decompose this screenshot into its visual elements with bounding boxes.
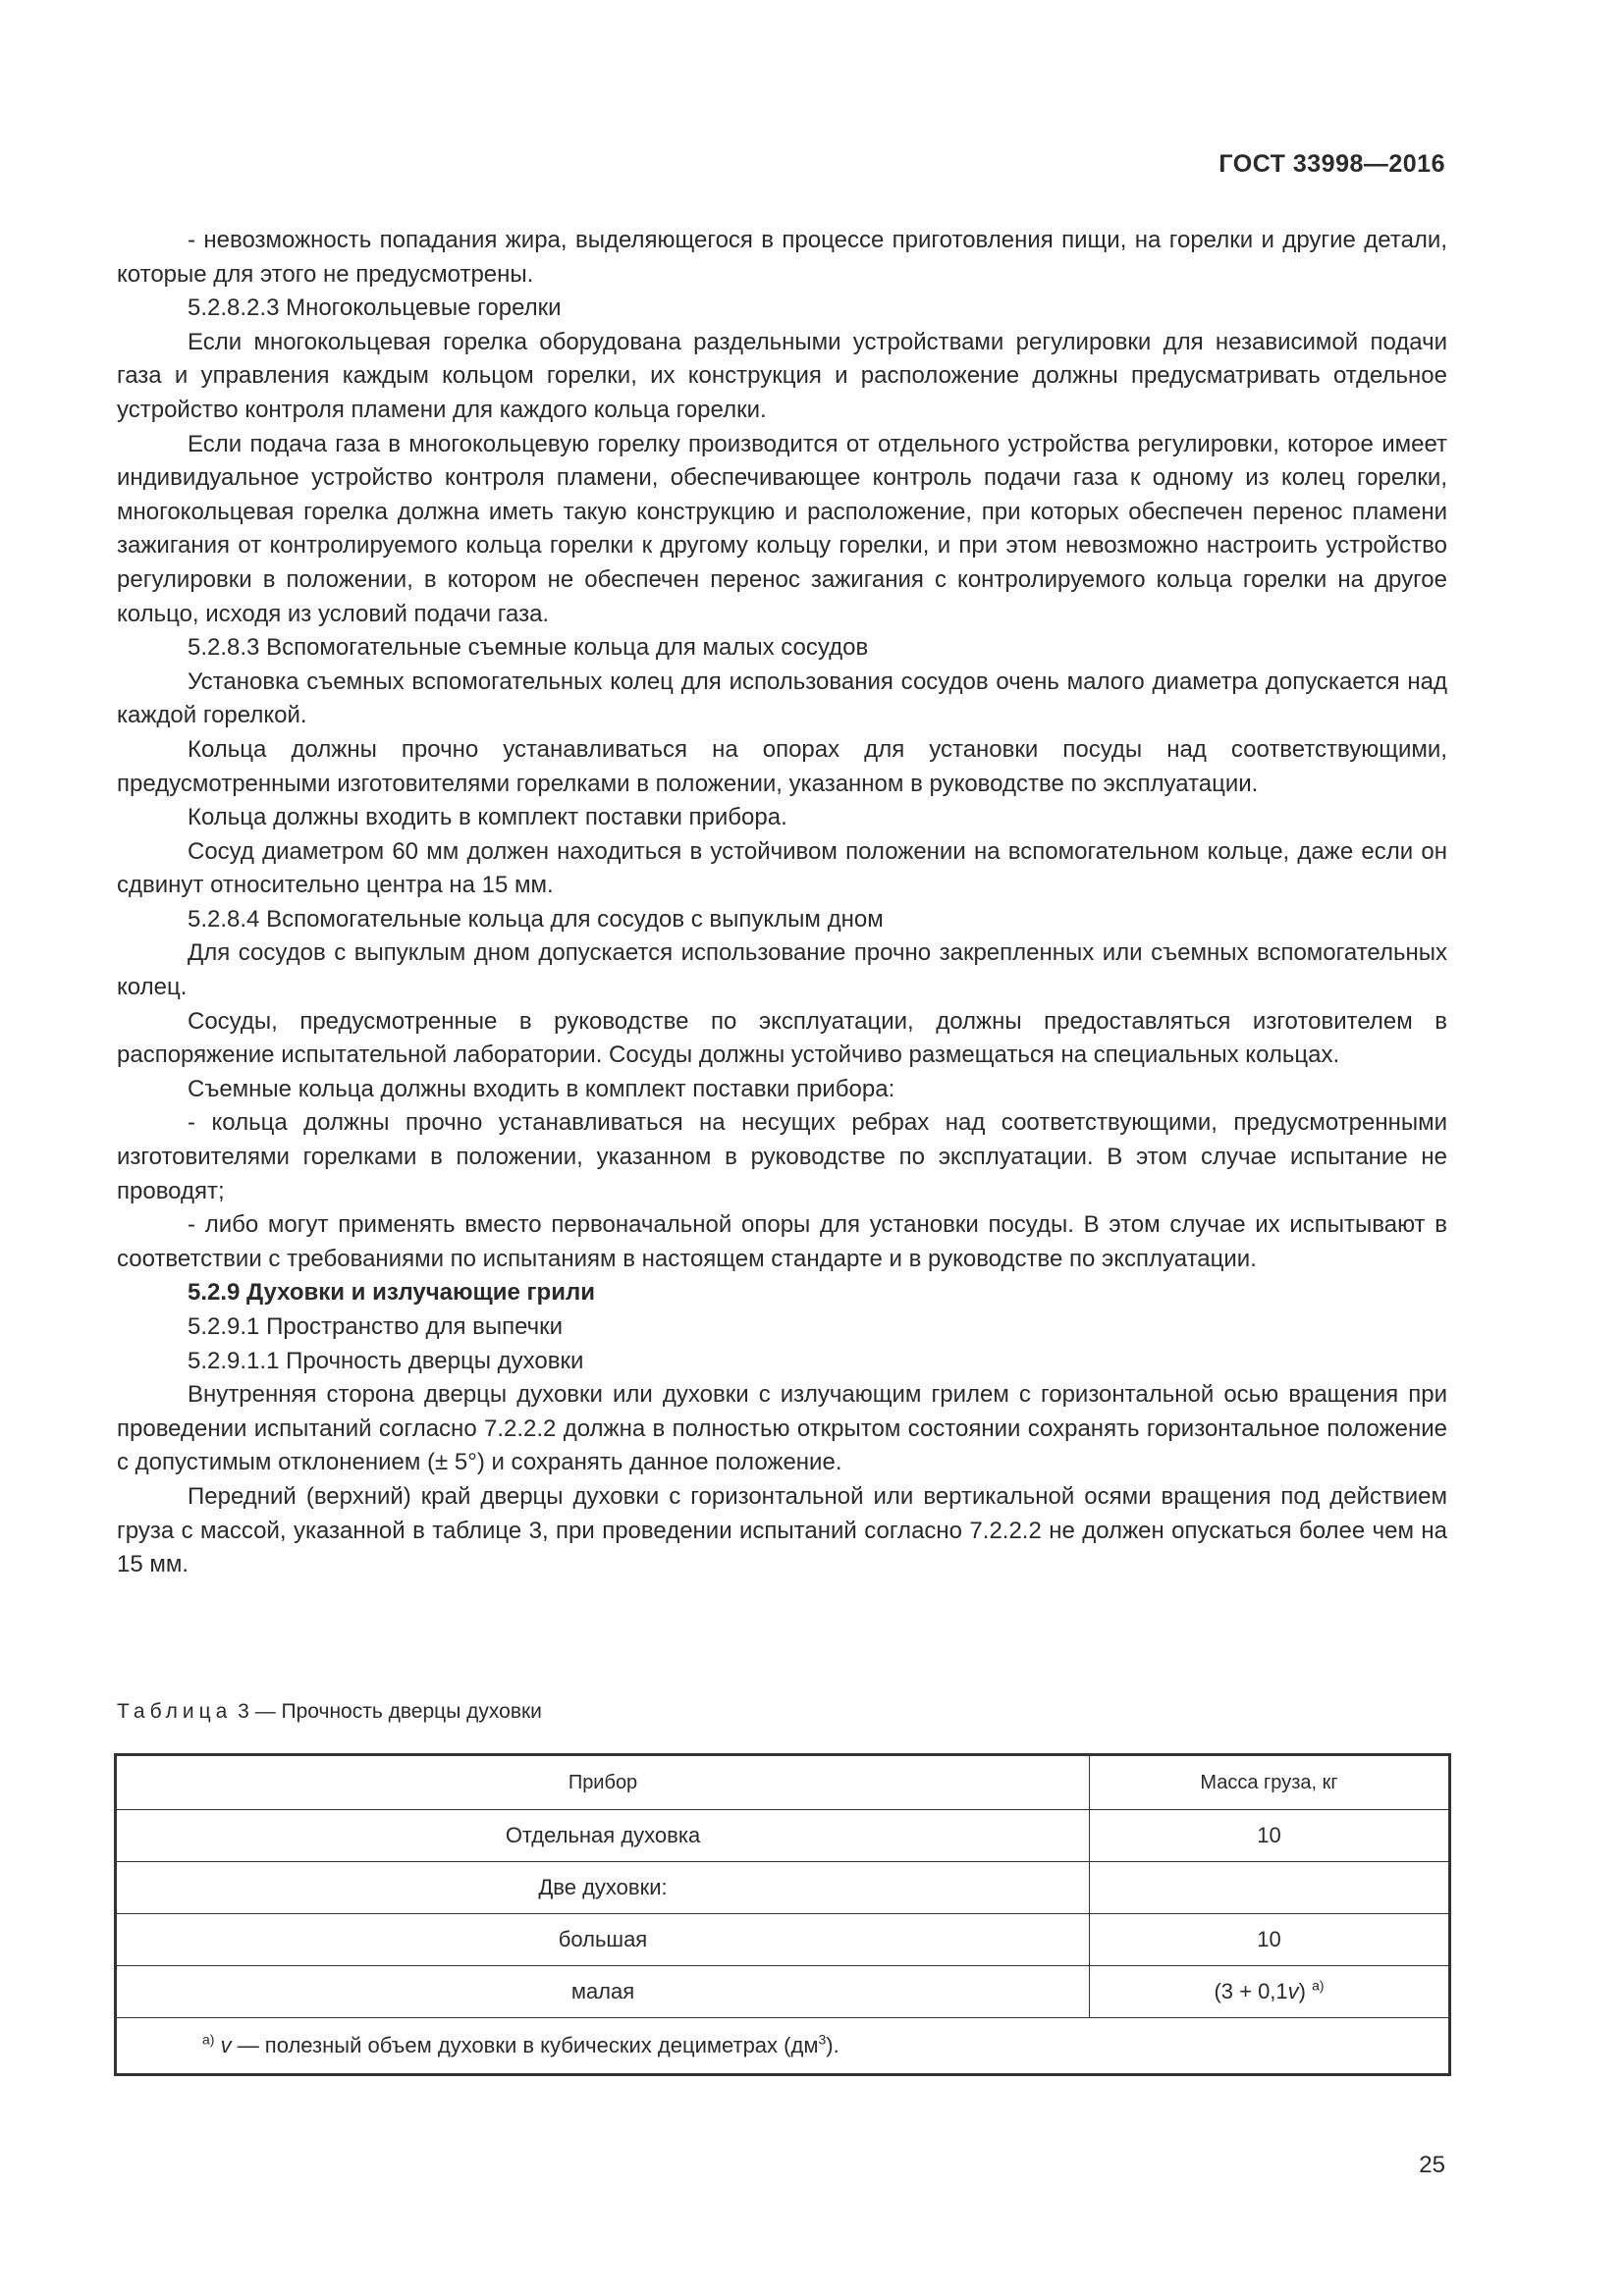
table-footnote-row — [117, 2018, 1449, 2074]
body-paragraph: Если подача газа в многокольцевую горелку производится от отдельного устройства регулировки, которое имеет индивидуальное устройство контроля пламени, обеспечивающее контроль подачи газа к одному из колец горелки, многокольцевая горелка должна иметь такую конструкцию и расположение, при которых обеспечен перенос пламени зажигания от контролируемого кольца горелки к другому кольцу горелки, и при этом невозможно настроить устройство регулировки в положении, в котором не обеспечен перенос зажигания с контролируемого кольца горелки на другое кольцо, исходя из условий подачи газа. — [117, 430, 1447, 627]
footnote-end: ). — [826, 2033, 839, 2057]
body-paragraph: Сосуды, предусмотренные в руководстве по эксплуатации, должны предоставляться изготовителем в распоряжение испытательной лаборатории. Сосуды должны устойчиво размещаться на специальных кольцах. — [117, 1007, 1447, 1069]
body-paragraph: 5.2.8.3 Вспомогательные съемные кольца для малых сосудов — [188, 634, 869, 662]
cell-device: Отдельная духовка — [117, 1810, 1090, 1862]
body-paragraph: 5.2.9 Духовки и излучающие грили — [188, 1279, 595, 1307]
mass-formula-variable: v — [1287, 1979, 1299, 2003]
body-paragraph: - либо могут применять вместо первоначальной опоры для установки посуды. В этом случае их испытывают в соответствии с требованиями по испытаниям в настоящем стандарте и в руководстве по эксплуатации. — [117, 1211, 1447, 1272]
cell-mass: 10 — [1090, 1810, 1449, 1862]
mass-formula: (3 + 0,1 — [1214, 1979, 1288, 2003]
header-device: Прибор — [117, 1756, 1090, 1810]
page-number: 25 — [1419, 2152, 1445, 2178]
cell-device: Две духовки: — [117, 1862, 1090, 1914]
body-paragraph: - кольца должны прочно устанавливаться на несущих ребрах над соответствующими, предусмотренными изготовителями горелками в положении, указанном в руководстве по эксплуатации. В этом случае испытание не проводят; — [117, 1109, 1447, 1204]
table-footnote — [117, 2018, 1449, 2074]
door-strength-table — [116, 1755, 1449, 2074]
body-paragraph: Если многокольцевая горелка оборудована раздельными устройствами регулировки для независимой подачи газа и управления каждым кольцом горелки, их конструкция и расположение должны предусматривать отдельное устройство контроля пламени для каждого кольца горелки. — [117, 328, 1447, 423]
body-paragraph: - невозможность попадания жира, выделяющегося в процессе приготовления пищи, на горелки и другие детали, которые для этого не предусмотрены. — [117, 227, 1447, 288]
table-caption — [117, 1700, 542, 1724]
body-paragraph: Сосуд диаметром 60 мм должен находиться в устойчивом положении на вспомогательном кольце, даже если он сдвинут относительно центра на 15 мм. — [117, 837, 1447, 899]
table-caption-title: 3 — Прочность дверцы духовки — [232, 1700, 542, 1723]
body-paragraph: Кольца должны входить в комплект поставки прибора. — [188, 804, 787, 831]
cell-mass — [1090, 1862, 1449, 1914]
table-header-row — [117, 1756, 1449, 1810]
body-paragraph: 5.2.8.2.3 Многокольцевые горелки — [188, 294, 562, 322]
footnote-ref: а) — [1312, 1977, 1325, 1994]
table-row — [117, 1810, 1449, 1862]
body-paragraph: 5.2.9.1.1 Прочность дверцы духовки — [188, 1347, 584, 1374]
body-text — [117, 224, 1447, 1582]
body-paragraph: 5.2.9.1 Пространство для выпечки — [188, 1313, 564, 1340]
body-paragraph: Для сосудов с выпуклым дном допускается использование прочно закрепленных или съемных вспомогательных колец. — [117, 939, 1447, 1001]
footnote-exponent: 3 — [818, 2031, 827, 2048]
mass-formula-close: ) — [1298, 1979, 1306, 2003]
cell-device: малая — [117, 1966, 1090, 2018]
body-paragraph: Передний (верхний) край дверцы духовки с горизонтальной или вертикальной осями вращения под действием груза с массой, указанной в таблице 3, при проведении испытаний согласно 7.2.2.2 не должен опускаться более чем на 15 мм. — [117, 1482, 1447, 1578]
body-paragraph: Установка съемных вспомогательных колец для использования сосудов очень малого диаметра допускается над каждой горелкой. — [117, 667, 1447, 729]
footnote-variable: v — [220, 2033, 232, 2057]
header-mass: Масса груза, кг — [1090, 1756, 1449, 1810]
footnote-text: — полезный объем духовки в кубических дециметрах (дм — [231, 2033, 819, 2057]
body-paragraph: Внутренняя сторона дверцы духовки или духовки с излучающим грилем с горизонтальной осью вращения при проведении испытаний согласно 7.2.2.2 должна в полностью открытом состоянии сохранять горизонтальное положение с допустимым отклонением (± 5°) и сохранять данное положение. — [117, 1381, 1447, 1476]
body-paragraph: Съемные кольца должны входить в комплект поставки прибора: — [188, 1075, 895, 1102]
table-row — [117, 1914, 1449, 1966]
document-id: ГОСТ 33998—2016 — [1218, 150, 1445, 178]
cell-mass — [1090, 1966, 1449, 2018]
body-paragraph: Кольца должны прочно устанавливаться на опорах для установки посуды над соответствующими, предусмотренными изготовителями горелками в положении, указанном в руководстве по эксплуатации. — [117, 735, 1447, 797]
footnote-mark: а) — [202, 2031, 215, 2048]
table-row — [117, 1862, 1449, 1914]
cell-mass: 10 — [1090, 1914, 1449, 1966]
table-caption-word: Таблица — [117, 1700, 233, 1723]
table-row — [117, 1966, 1449, 2018]
cell-device: большая — [117, 1914, 1090, 1966]
body-paragraph: 5.2.8.4 Вспомогательные кольца для сосудов с выпуклым дном — [188, 905, 884, 933]
